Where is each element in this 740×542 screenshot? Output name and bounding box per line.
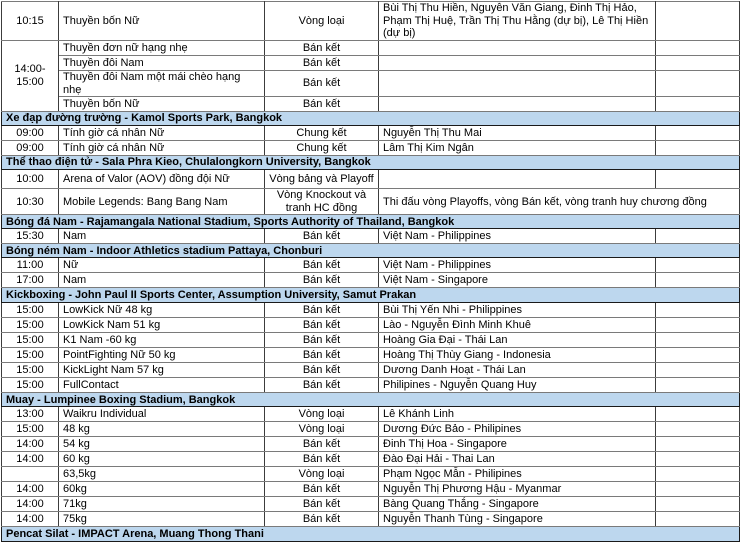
extra-cell (656, 422, 740, 437)
time-cell: 14:00 (2, 482, 59, 497)
extra-cell (656, 348, 740, 363)
time-cell: 14:00 (2, 437, 59, 452)
event-name-cell: 63,5kg (59, 467, 265, 482)
participants-cell: Phạm Ngọc Mẫn - Philipines (379, 467, 656, 482)
section-header-row (2, 393, 740, 407)
time-cell: 15:00 (2, 333, 59, 348)
event-name-cell: LowKick Nam 51 kg (59, 318, 265, 333)
round-cell: Vòng loại (265, 407, 379, 422)
participants-cell: Nguyễn Thanh Tùng - Singapore (379, 512, 656, 527)
time-cell: 15:00 (2, 303, 59, 318)
round-cell: Vòng bảng và Playoff (265, 170, 379, 189)
time-cell: 15:00 (2, 378, 59, 393)
section-title: Xe đạp đường trường - Kamol Sports Park, Bangkok (2, 112, 740, 126)
section-title: Thể thao điện tử - Sala Phra Kieo, Chulalongkorn University, Bangkok (2, 156, 740, 170)
section-header-row (2, 244, 740, 258)
section-header-row (2, 288, 740, 303)
participants-cell: Lào - Nguyễn Đình Minh Khuê (379, 318, 656, 333)
participants-cell: Việt Nam - Philippines (379, 258, 656, 273)
event-name-cell: Mobile Legends: Bang Bang Nam (59, 189, 265, 215)
participants-cell: Bùi Thị Thu Hiền, Nguyễn Văn Giang, Đinh Thị Hảo, Phạm Thị Huệ, Trần Thị Thu Hằng (dự bị), Lê Thị Hiền (dự bị) (379, 2, 656, 41)
extra-cell (656, 482, 740, 497)
event-row (2, 55, 740, 70)
event-row (2, 348, 740, 363)
event-row (2, 189, 740, 215)
event-row (2, 258, 740, 273)
participants-cell (379, 55, 656, 70)
event-row (2, 303, 740, 318)
round-cell: Bán kết (265, 318, 379, 333)
event-name-cell: PointFighting Nữ 50 kg (59, 348, 265, 363)
event-name-cell: Nữ (59, 258, 265, 273)
round-cell: Chung kết (265, 126, 379, 141)
round-cell: Bán kết (265, 512, 379, 527)
event-row (2, 482, 740, 497)
event-name-cell: Nam (59, 229, 265, 244)
participants-cell: Lâm Thị Kim Ngân (379, 141, 656, 156)
event-row (2, 407, 740, 422)
round-cell: Bán kết (265, 70, 379, 96)
extra-cell (656, 258, 740, 273)
event-name-cell: 71kg (59, 497, 265, 512)
time-cell (2, 467, 59, 482)
round-cell: Bán kết (265, 437, 379, 452)
time-cell: 13:00 (2, 407, 59, 422)
event-row (2, 497, 740, 512)
time-cell: 17:00 (2, 273, 59, 288)
round-cell: Bán kết (265, 258, 379, 273)
event-name-cell: K1 Nam -60 kg (59, 333, 265, 348)
extra-cell (656, 512, 740, 527)
section-header-row (2, 215, 740, 229)
event-name-cell: Waikru Individual (59, 407, 265, 422)
time-cell: 10:15 (2, 2, 59, 41)
event-name-cell: Arena of Valor (AOV) đồng đội Nữ (59, 170, 265, 189)
event-row (2, 378, 740, 393)
event-row (2, 318, 740, 333)
time-cell: 14:00-15:00 (2, 40, 59, 111)
time-cell: 11:00 (2, 258, 59, 273)
event-row (2, 363, 740, 378)
extra-cell (656, 378, 740, 393)
participants-cell (379, 40, 656, 55)
section-header-row (2, 156, 740, 170)
event-name-cell: Thuyền đôi Nam (59, 55, 265, 70)
event-row (2, 97, 740, 112)
event-row (2, 437, 740, 452)
section-title: Kickboxing - John Paul II Sports Center, Assumption University, Samut Prakan (2, 288, 740, 303)
event-row (2, 70, 740, 96)
participants-cell: Đinh Thị Hoa - Singapore (379, 437, 656, 452)
extra-cell (656, 70, 740, 96)
extra-cell (656, 141, 740, 156)
extra-cell (656, 467, 740, 482)
section-header-row (2, 527, 740, 542)
round-cell: Bán kết (265, 452, 379, 467)
event-row (2, 40, 740, 55)
participants-cell: Philipines - Nguyễn Quang Huy (379, 378, 656, 393)
round-cell: Bán kết (265, 40, 379, 55)
event-name-cell: Tính giờ cá nhân Nữ (59, 126, 265, 141)
section-title: Bóng ném Nam - Indoor Athletics stadium Pattaya, Chonburi (2, 244, 740, 258)
participants-cell: Bàng Quang Thắng - Singapore (379, 497, 656, 512)
event-row (2, 512, 740, 527)
round-cell: Bán kết (265, 348, 379, 363)
event-row (2, 273, 740, 288)
round-cell: Bán kết (265, 333, 379, 348)
extra-cell (656, 318, 740, 333)
sports-schedule-table (1, 1, 740, 542)
extra-cell (656, 229, 740, 244)
extra-cell (656, 40, 740, 55)
round-cell: Vòng loại (265, 422, 379, 437)
round-cell: Bán kết (265, 303, 379, 318)
event-name-cell: Thuyền đôi Nam một mái chèo hạng nhẹ (59, 70, 265, 96)
event-row (2, 170, 740, 189)
event-name-cell: Tính giờ cá nhân Nữ (59, 141, 265, 156)
participants-cell: Hoàng Thị Thùy Giang - Indonesia (379, 348, 656, 363)
extra-cell (656, 273, 740, 288)
extra-cell (656, 497, 740, 512)
extra-cell (656, 407, 740, 422)
extra-cell (656, 303, 740, 318)
event-name-cell: 60kg (59, 482, 265, 497)
participants-cell: Lê Khánh Linh (379, 407, 656, 422)
participants-cell: Nguyễn Thị Thu Mai (379, 126, 656, 141)
participants-cell: Thi đấu vòng Playoffs, vòng Bán kết, vòng tranh huy chương đồng (379, 189, 740, 215)
time-cell: 10:00 (2, 170, 59, 189)
round-cell: Bán kết (265, 97, 379, 112)
event-row (2, 452, 740, 467)
event-name-cell: 60 kg (59, 452, 265, 467)
participants-cell: Đào Đại Hải - Thai Lan (379, 452, 656, 467)
event-name-cell: Nam (59, 273, 265, 288)
section-header-row (2, 112, 740, 126)
round-cell: Bán kết (265, 482, 379, 497)
round-cell: Bán kết (265, 273, 379, 288)
event-name-cell: Thuyền đơn nữ hạng nhẹ (59, 40, 265, 55)
time-cell: 15:00 (2, 363, 59, 378)
extra-cell (656, 97, 740, 112)
participants-cell: Nguyễn Thị Phương Hậu - Myanmar (379, 482, 656, 497)
section-title: Pencat Silat - IMPACT Arena, Muang Thong Thani (2, 527, 740, 542)
section-title: Muay - Lumpinee Boxing Stadium, Bangkok (2, 393, 740, 407)
event-name-cell: 75kg (59, 512, 265, 527)
round-cell: Vòng loại (265, 2, 379, 41)
event-row (2, 126, 740, 141)
extra-cell (656, 55, 740, 70)
event-name-cell: LowKick Nữ 48 kg (59, 303, 265, 318)
extra-cell (656, 437, 740, 452)
round-cell: Bán kết (265, 378, 379, 393)
participants-cell (379, 97, 656, 112)
round-cell: Vòng loại (265, 467, 379, 482)
time-cell: 15:00 (2, 318, 59, 333)
round-cell: Vòng Knockout và tranh HC đồng (265, 189, 379, 215)
round-cell: Bán kết (265, 497, 379, 512)
event-row (2, 229, 740, 244)
extra-cell (656, 452, 740, 467)
extra-cell (656, 126, 740, 141)
extra-cell (656, 2, 740, 41)
time-cell: 15:00 (2, 348, 59, 363)
round-cell: Bán kết (265, 55, 379, 70)
time-cell: 14:00 (2, 497, 59, 512)
event-name-cell: 48 kg (59, 422, 265, 437)
event-row (2, 422, 740, 437)
extra-cell (656, 333, 740, 348)
participants-cell: Dương Danh Hoạt - Thái Lan (379, 363, 656, 378)
schedule-table-body (2, 2, 740, 542)
event-name-cell: 54 kg (59, 437, 265, 452)
event-name-cell: Thuyền bốn Nữ (59, 97, 265, 112)
participants-cell: Bùi Thị Yến Nhi - Philippines (379, 303, 656, 318)
time-cell: 09:00 (2, 126, 59, 141)
schedule-page (0, 1, 740, 541)
participants-cell: Dương Đức Bảo - Philipines (379, 422, 656, 437)
participants-cell (379, 70, 656, 96)
section-title: Bóng đá Nam - Rajamangala National Stadium, Sports Authority of Thailand, Bangkok (2, 215, 740, 229)
time-cell: 10:30 (2, 189, 59, 215)
round-cell: Bán kết (265, 229, 379, 244)
round-cell: Bán kết (265, 363, 379, 378)
event-name-cell: KickLight Nam 57 kg (59, 363, 265, 378)
event-row (2, 2, 740, 41)
round-cell: Chung kết (265, 141, 379, 156)
time-cell: 09:00 (2, 141, 59, 156)
participants-cell: Việt Nam - Philippines (379, 229, 656, 244)
time-cell: 14:00 (2, 512, 59, 527)
time-cell: 15:00 (2, 422, 59, 437)
extra-cell (656, 363, 740, 378)
participants-cell (379, 170, 656, 189)
event-name-cell: Thuyền bốn Nữ (59, 2, 265, 41)
participants-cell: Việt Nam - Singapore (379, 273, 656, 288)
time-cell: 14:00 (2, 452, 59, 467)
participants-cell: Hoàng Gia Đại - Thái Lan (379, 333, 656, 348)
time-cell: 15:30 (2, 229, 59, 244)
event-row (2, 141, 740, 156)
event-row (2, 333, 740, 348)
extra-cell (656, 170, 740, 189)
event-name-cell: FullContact (59, 378, 265, 393)
event-row (2, 467, 740, 482)
